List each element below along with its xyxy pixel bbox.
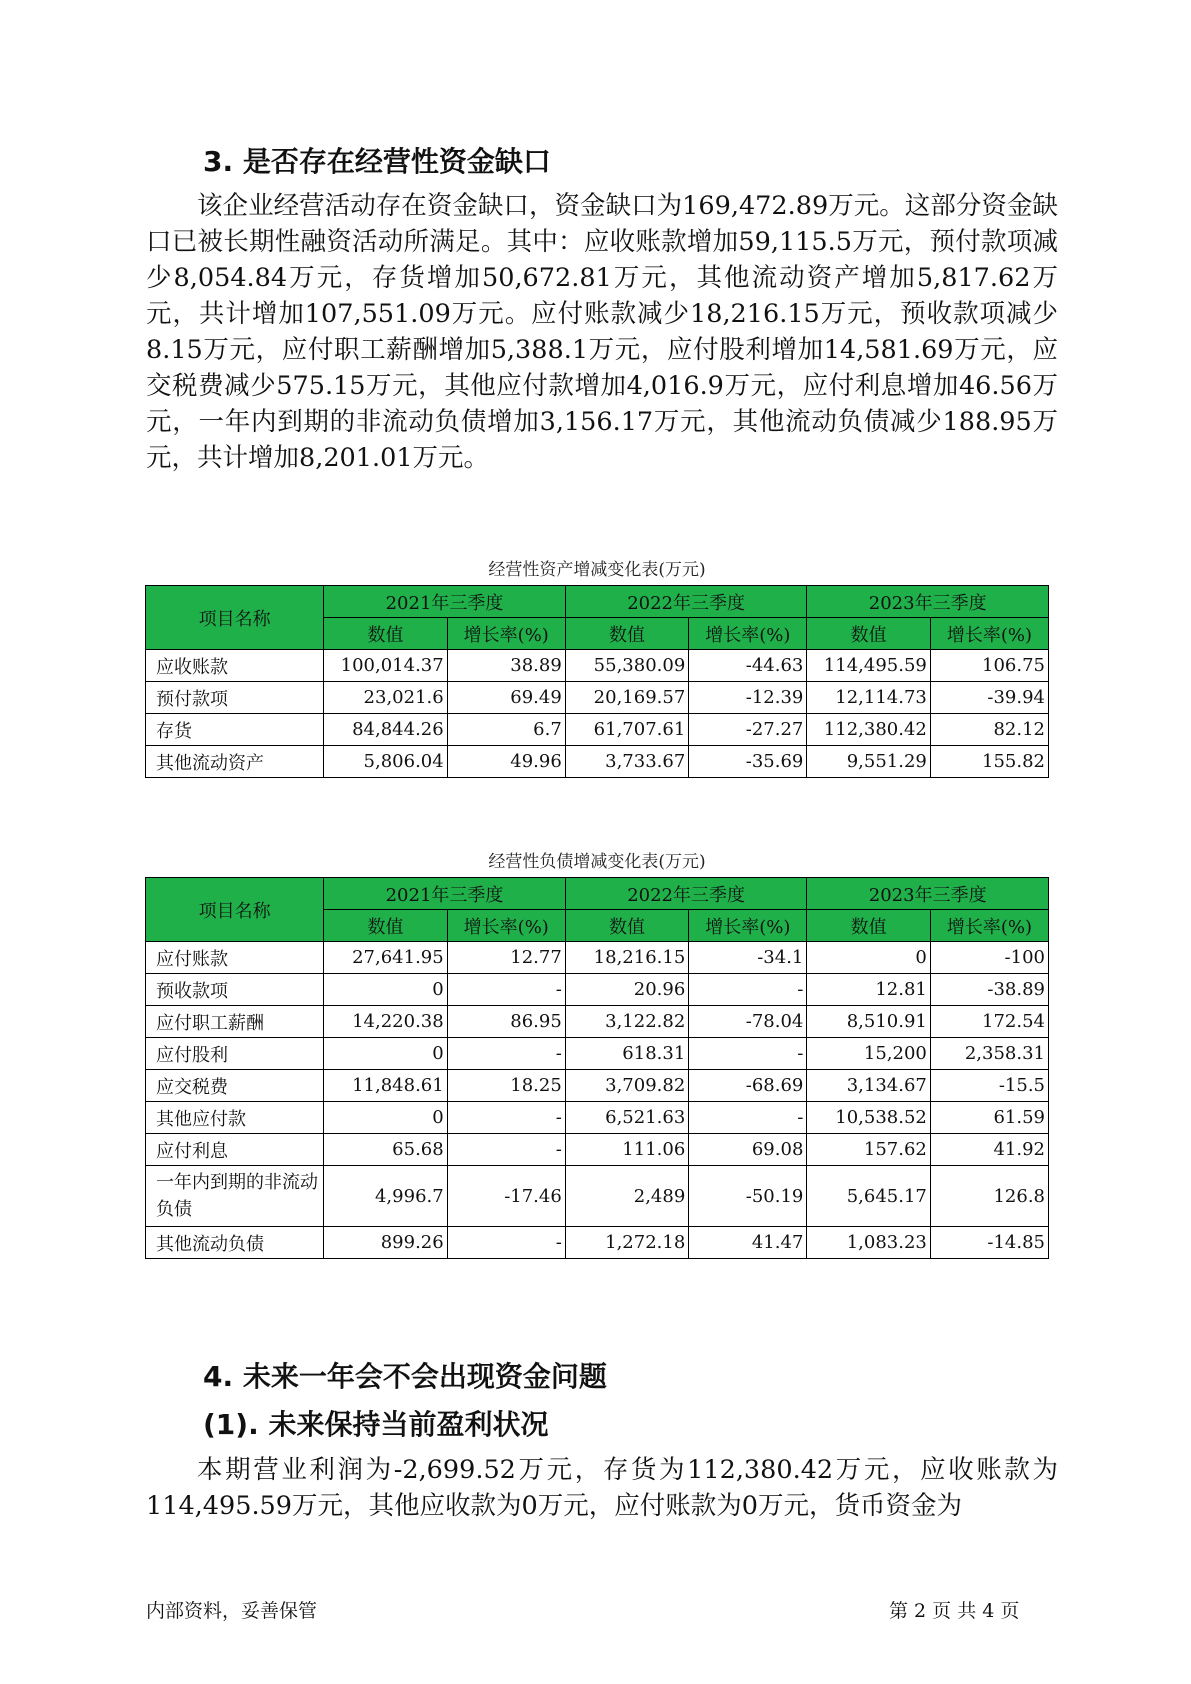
cell-growth: 2,358.31	[930, 1038, 1048, 1070]
table-2-caption: 经营性负债增减变化表(万元)	[488, 852, 706, 872]
cell-value: 18,216.15	[565, 942, 688, 974]
table-row	[146, 650, 1049, 682]
cell-value: 4,996.7	[324, 1166, 447, 1227]
cell-growth: -	[689, 1038, 807, 1070]
row-name: 其他应付款	[146, 1102, 324, 1134]
cell-value: 0	[324, 1038, 447, 1070]
table-row	[146, 1038, 1049, 1070]
cell-growth: -	[447, 1102, 565, 1134]
cell-growth: -78.04	[689, 1006, 807, 1038]
cell-value: 65.68	[324, 1134, 447, 1166]
header-item-name: 项目名称	[146, 878, 324, 942]
header-value: 数值	[565, 910, 688, 942]
cell-value: 9,551.29	[807, 746, 930, 778]
cell-value: 0	[324, 1102, 447, 1134]
cell-growth: -50.19	[689, 1166, 807, 1227]
row-name: 其他流动资产	[146, 746, 324, 778]
section-3-heading: 3. 是否存在经营性资金缺口	[203, 145, 551, 178]
cell-value: 27,641.95	[324, 942, 447, 974]
cell-growth: -	[447, 1038, 565, 1070]
cell-growth: -12.39	[689, 682, 807, 714]
cell-value: 15,200	[807, 1038, 930, 1070]
table-row	[146, 682, 1049, 714]
table-row	[146, 1006, 1049, 1038]
cell-value: 84,844.26	[324, 714, 447, 746]
cell-value: 114,495.59	[807, 650, 930, 682]
cell-value: 2,489	[565, 1166, 688, 1227]
table-row	[146, 1166, 1049, 1227]
table-row	[146, 974, 1049, 1006]
header-period-2022: 2022年三季度	[565, 586, 807, 618]
cell-growth: -15.5	[930, 1070, 1048, 1102]
cell-growth: 41.47	[689, 1227, 807, 1259]
header-period-2022: 2022年三季度	[565, 878, 807, 910]
cell-growth: -100	[930, 942, 1048, 974]
cell-value: 0	[807, 942, 930, 974]
cell-growth: -44.63	[689, 650, 807, 682]
table-row	[146, 714, 1049, 746]
section-4-text: 本期营业利润为-2,699.52万元，存货为112,380.42万元，应收账款为114,495.59万元，其他应收款为0万元，应付账款为0万元，货币资金为	[146, 1455, 1058, 1521]
header-growth: 增长率(%)	[689, 618, 807, 650]
cell-value: 61,707.61	[565, 714, 688, 746]
cell-growth: 49.96	[447, 746, 565, 778]
cell-growth: 126.8	[930, 1166, 1048, 1227]
cell-growth: 18.25	[447, 1070, 565, 1102]
table-row	[146, 1070, 1049, 1102]
cell-value: 20.96	[565, 974, 688, 1006]
cell-value: 23,021.6	[324, 682, 447, 714]
cell-value: 12.81	[807, 974, 930, 1006]
operating-liabilities-table	[145, 877, 1049, 1259]
cell-value: 0	[324, 974, 447, 1006]
footer-page-number: 第 2 页 共 4 页	[889, 1600, 1020, 1622]
cell-growth: -14.85	[930, 1227, 1048, 1259]
cell-growth: -17.46	[447, 1166, 565, 1227]
cell-growth: -34.1	[689, 942, 807, 974]
cell-value: 1,272.18	[565, 1227, 688, 1259]
row-name: 预付款项	[146, 682, 324, 714]
cell-value: 3,134.67	[807, 1070, 930, 1102]
header-growth: 增长率(%)	[447, 910, 565, 942]
cell-growth: 38.89	[447, 650, 565, 682]
header-growth: 增长率(%)	[930, 910, 1048, 942]
operating-assets-table	[145, 585, 1049, 778]
cell-growth: 86.95	[447, 1006, 565, 1038]
header-value: 数值	[324, 618, 447, 650]
cell-growth: -	[689, 1102, 807, 1134]
cell-value: 55,380.09	[565, 650, 688, 682]
cell-value: 618.31	[565, 1038, 688, 1070]
cell-growth: -39.94	[930, 682, 1048, 714]
section-3-text: 该企业经营活动存在资金缺口，资金缺口为169,472.89万元。这部分资金缺口已被长期性融资活动所满足。其中：应收账款增加59,115.5万元，预付款项减少8,054.84万元，存货增加50,672.81万元，其他流动资产增加5,817.62万元，共计增加107,551.09万元。应付账款减少18,216.15万元，预收款项减少8.15万元，应付职工薪酬增加5,388.1万元，应付股利增加14,581.69万元，应交税费减少575.15万元，其他应付款增加4,016.9万元，应付利息增加46.56万元，一年内到期的非流动负债增加3,156.17万元，其他流动负债减少188.95万元，共计增加8,201.01万元。	[146, 191, 1058, 473]
cell-growth: -35.69	[689, 746, 807, 778]
row-name: 一年内到期的非流动负债	[146, 1166, 324, 1227]
row-name: 其他流动负债	[146, 1227, 324, 1259]
cell-value: 20,169.57	[565, 682, 688, 714]
row-name: 应付股利	[146, 1038, 324, 1070]
row-name: 应收账款	[146, 650, 324, 682]
cell-growth: -	[447, 1227, 565, 1259]
cell-value: 3,122.82	[565, 1006, 688, 1038]
row-name: 应付职工薪酬	[146, 1006, 324, 1038]
cell-value: 157.62	[807, 1134, 930, 1166]
cell-value: 112,380.42	[807, 714, 930, 746]
cell-value: 8,510.91	[807, 1006, 930, 1038]
cell-value: 14,220.38	[324, 1006, 447, 1038]
cell-value: 12,114.73	[807, 682, 930, 714]
header-value: 数值	[565, 618, 688, 650]
header-value: 数值	[324, 910, 447, 942]
header-growth: 增长率(%)	[447, 618, 565, 650]
table-row	[146, 1102, 1049, 1134]
cell-value: 3,709.82	[565, 1070, 688, 1102]
cell-value: 1,083.23	[807, 1227, 930, 1259]
table-row	[146, 746, 1049, 778]
header-period-2023: 2023年三季度	[807, 586, 1049, 618]
cell-growth: 69.08	[689, 1134, 807, 1166]
cell-value: 5,645.17	[807, 1166, 930, 1227]
header-value: 数值	[807, 910, 930, 942]
cell-growth: -38.89	[930, 974, 1048, 1006]
footer-confidential-note: 内部资料，妥善保管	[146, 1600, 318, 1622]
cell-growth: 12.77	[447, 942, 565, 974]
cell-growth: 155.82	[930, 746, 1048, 778]
cell-value: 5,806.04	[324, 746, 447, 778]
cell-growth: 106.75	[930, 650, 1048, 682]
cell-value: 11,848.61	[324, 1070, 447, 1102]
table-row	[146, 1134, 1049, 1166]
cell-value: 6,521.63	[565, 1102, 688, 1134]
cell-growth: -	[447, 974, 565, 1006]
cell-growth: 41.92	[930, 1134, 1048, 1166]
cell-growth: 82.12	[930, 714, 1048, 746]
section-4-heading: 4. 未来一年会不会出现资金问题	[203, 1360, 607, 1393]
cell-value: 899.26	[324, 1227, 447, 1259]
table-1-header	[146, 586, 1049, 650]
cell-growth: -	[689, 974, 807, 1006]
header-period-2023: 2023年三季度	[807, 878, 1049, 910]
cell-value: 111.06	[565, 1134, 688, 1166]
table-2-header	[146, 878, 1049, 942]
section-4-subheading: (1). 未来保持当前盈利状况	[203, 1408, 549, 1441]
row-name: 预收款项	[146, 974, 324, 1006]
row-name: 应付账款	[146, 942, 324, 974]
header-value: 数值	[807, 618, 930, 650]
row-name: 存货	[146, 714, 324, 746]
table-1-caption: 经营性资产增减变化表(万元)	[488, 560, 706, 580]
cell-growth: -68.69	[689, 1070, 807, 1102]
row-name: 应付利息	[146, 1134, 324, 1166]
cell-value: 100,014.37	[324, 650, 447, 682]
cell-value: 3,733.67	[565, 746, 688, 778]
cell-growth: -27.27	[689, 714, 807, 746]
header-period-2021: 2021年三季度	[324, 586, 566, 618]
header-growth: 增长率(%)	[689, 910, 807, 942]
cell-growth: 61.59	[930, 1102, 1048, 1134]
cell-growth: 6.7	[447, 714, 565, 746]
section-3-paragraph	[146, 188, 1058, 476]
section-4-paragraph	[146, 1452, 1058, 1524]
cell-growth: -	[447, 1134, 565, 1166]
cell-value: 10,538.52	[807, 1102, 930, 1134]
cell-growth: 69.49	[447, 682, 565, 714]
header-item-name: 项目名称	[146, 586, 324, 650]
table-row	[146, 1227, 1049, 1259]
row-name: 应交税费	[146, 1070, 324, 1102]
table-row	[146, 942, 1049, 974]
header-period-2021: 2021年三季度	[324, 878, 566, 910]
cell-growth: 172.54	[930, 1006, 1048, 1038]
header-growth: 增长率(%)	[930, 618, 1048, 650]
